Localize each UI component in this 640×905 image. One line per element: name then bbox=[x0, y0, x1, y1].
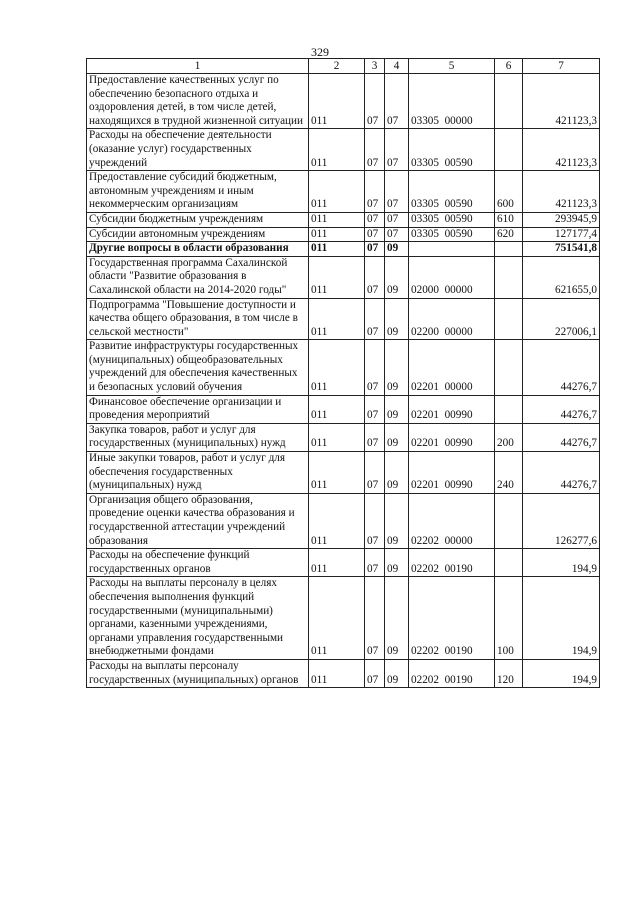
cell-sum: 421123,3 bbox=[523, 74, 600, 129]
cell-section: 07 bbox=[365, 298, 385, 340]
cell-sum: 44276,7 bbox=[523, 423, 600, 451]
cell-expense-type bbox=[495, 256, 523, 298]
cell-sum: 194,9 bbox=[523, 659, 600, 687]
cell-grbs: 011 bbox=[309, 395, 365, 423]
cell-expense-type: 610 bbox=[495, 212, 523, 227]
table-row bbox=[87, 340, 600, 395]
cell-section: 07 bbox=[365, 659, 385, 687]
cell-expense-type: 120 bbox=[495, 659, 523, 687]
cell-expense-type bbox=[495, 549, 523, 577]
cell-section: 07 bbox=[365, 452, 385, 494]
cell-expense-type bbox=[495, 129, 523, 171]
cell-name: Развитие инфраструктуры государственных (муниципальных) общеобразовательных учреждений для обеспечения качественных и безопасных условий обучения bbox=[87, 340, 309, 395]
cell-section: 07 bbox=[365, 549, 385, 577]
cell-target-article: 02202 00190 bbox=[409, 659, 495, 687]
cell-target-article: 03305 00590 bbox=[409, 129, 495, 171]
cell-target-article: 02202 00190 bbox=[409, 577, 495, 660]
table-row bbox=[87, 227, 600, 242]
table-row bbox=[87, 659, 600, 687]
cell-section: 07 bbox=[365, 74, 385, 129]
cell-subsection: 09 bbox=[385, 298, 409, 340]
table-row bbox=[87, 577, 600, 660]
cell-target-article: 02202 00190 bbox=[409, 549, 495, 577]
table-row bbox=[87, 298, 600, 340]
cell-subsection: 09 bbox=[385, 577, 409, 660]
cell-subsection: 09 bbox=[385, 340, 409, 395]
cell-target-article: 02201 00990 bbox=[409, 452, 495, 494]
cell-subsection: 07 bbox=[385, 129, 409, 171]
table-row bbox=[87, 452, 600, 494]
cell-expense-type bbox=[495, 74, 523, 129]
table-row bbox=[87, 549, 600, 577]
cell-grbs: 011 bbox=[309, 242, 365, 257]
cell-sum: 194,9 bbox=[523, 549, 600, 577]
cell-target-article: 03305 00000 bbox=[409, 74, 495, 129]
cell-subsection: 09 bbox=[385, 395, 409, 423]
cell-grbs: 011 bbox=[309, 212, 365, 227]
cell-sum: 44276,7 bbox=[523, 340, 600, 395]
cell-sum: 421123,3 bbox=[523, 171, 600, 213]
cell-target-article bbox=[409, 242, 495, 257]
cell-target-article: 03305 00590 bbox=[409, 212, 495, 227]
cell-grbs: 011 bbox=[309, 340, 365, 395]
cell-subsection: 09 bbox=[385, 493, 409, 548]
cell-subsection: 09 bbox=[385, 242, 409, 257]
cell-name: Подпрограмма "Повышение доступности и качества общего образования, в том числе в сельской местности" bbox=[87, 298, 309, 340]
cell-section: 07 bbox=[365, 212, 385, 227]
cell-expense-type bbox=[495, 493, 523, 548]
col-header-name: 1 bbox=[87, 59, 309, 74]
cell-sum: 293945,9 bbox=[523, 212, 600, 227]
cell-expense-type: 620 bbox=[495, 227, 523, 242]
cell-sum: 127177,4 bbox=[523, 227, 600, 242]
cell-grbs: 011 bbox=[309, 298, 365, 340]
cell-expense-type: 600 bbox=[495, 171, 523, 213]
cell-name: Субсидии бюджетным учреждениям bbox=[87, 212, 309, 227]
cell-section: 07 bbox=[365, 493, 385, 548]
cell-sum: 44276,7 bbox=[523, 395, 600, 423]
cell-sum: 194,9 bbox=[523, 577, 600, 660]
col-header-target-article: 5 bbox=[409, 59, 495, 74]
cell-sum: 621655,0 bbox=[523, 256, 600, 298]
cell-expense-type: 240 bbox=[495, 452, 523, 494]
cell-section: 07 bbox=[365, 256, 385, 298]
col-header-subsection: 4 bbox=[385, 59, 409, 74]
cell-name: Закупка товаров, работ и услуг для государственных (муниципальных) нужд bbox=[87, 423, 309, 451]
cell-expense-type: 100 bbox=[495, 577, 523, 660]
table-row bbox=[87, 129, 600, 171]
table-row bbox=[87, 171, 600, 213]
cell-sum: 227006,1 bbox=[523, 298, 600, 340]
col-header-sum: 7 bbox=[523, 59, 600, 74]
cell-name: Расходы на выплаты персоналу в целях обеспечения выполнения функций государственными (муниципальными) органами, казенными учреждениями, органами управления государственными внебюджетными фондами bbox=[87, 577, 309, 660]
table-row bbox=[87, 242, 600, 257]
cell-subsection: 09 bbox=[385, 423, 409, 451]
cell-target-article: 02201 00990 bbox=[409, 423, 495, 451]
cell-grbs: 011 bbox=[309, 452, 365, 494]
cell-subsection: 09 bbox=[385, 452, 409, 494]
cell-target-article: 02200 00000 bbox=[409, 298, 495, 340]
cell-name: Организация общего образования, проведение оценки качества образования и государственной аттестации учреждений образования bbox=[87, 493, 309, 548]
page-number: 329 bbox=[311, 45, 329, 59]
cell-section: 07 bbox=[365, 227, 385, 242]
cell-name: Государственная программа Сахалинской области "Развитие образования в Сахалинской области на 2014-2020 годы" bbox=[87, 256, 309, 298]
cell-name: Предоставление субсидий бюджетным, автономным учреждениям и иным некоммерческим организациям bbox=[87, 171, 309, 213]
cell-name: Предоставление качественных услуг по обеспечению безопасного отдыха и оздоровления детей, в том числе детей, находящихся в трудной жизненной ситуации bbox=[87, 74, 309, 129]
table-row bbox=[87, 256, 600, 298]
cell-sum: 421123,3 bbox=[523, 129, 600, 171]
cell-grbs: 011 bbox=[309, 256, 365, 298]
cell-section: 07 bbox=[365, 129, 385, 171]
cell-name: Финансовое обеспечение организации и проведения мероприятий bbox=[87, 395, 309, 423]
cell-subsection: 07 bbox=[385, 227, 409, 242]
table-row bbox=[87, 74, 600, 129]
cell-grbs: 011 bbox=[309, 227, 365, 242]
cell-target-article: 03305 00590 bbox=[409, 227, 495, 242]
table-row bbox=[87, 395, 600, 423]
cell-sum: 126277,6 bbox=[523, 493, 600, 548]
cell-subsection: 09 bbox=[385, 549, 409, 577]
cell-expense-type bbox=[495, 242, 523, 257]
table-row bbox=[87, 423, 600, 451]
col-header-expense-type: 6 bbox=[495, 59, 523, 74]
cell-grbs: 011 bbox=[309, 423, 365, 451]
cell-expense-type bbox=[495, 395, 523, 423]
cell-name: Расходы на обеспечение функций государственных органов bbox=[87, 549, 309, 577]
table-row bbox=[87, 212, 600, 227]
cell-section: 07 bbox=[365, 242, 385, 257]
cell-section: 07 bbox=[365, 577, 385, 660]
col-header-grbs: 2 bbox=[309, 59, 365, 74]
header-row bbox=[87, 59, 600, 74]
cell-grbs: 011 bbox=[309, 493, 365, 548]
cell-grbs: 011 bbox=[309, 171, 365, 213]
cell-sum: 751541,8 bbox=[523, 242, 600, 257]
cell-expense-type: 200 bbox=[495, 423, 523, 451]
cell-section: 07 bbox=[365, 171, 385, 213]
cell-grbs: 011 bbox=[309, 659, 365, 687]
cell-name: Расходы на обеспечение деятельности (оказание услуг) государственных учреждений bbox=[87, 129, 309, 171]
cell-subsection: 09 bbox=[385, 256, 409, 298]
cell-target-article: 02202 00000 bbox=[409, 493, 495, 548]
cell-name: Субсидии автономным учреждениям bbox=[87, 227, 309, 242]
cell-expense-type bbox=[495, 340, 523, 395]
cell-expense-type bbox=[495, 298, 523, 340]
cell-section: 07 bbox=[365, 340, 385, 395]
cell-grbs: 011 bbox=[309, 74, 365, 129]
cell-target-article: 02201 00000 bbox=[409, 340, 495, 395]
cell-target-article: 02201 00990 bbox=[409, 395, 495, 423]
cell-section: 07 bbox=[365, 395, 385, 423]
table-body bbox=[87, 74, 600, 688]
table-row bbox=[87, 493, 600, 548]
cell-section: 07 bbox=[365, 423, 385, 451]
col-header-section: 3 bbox=[365, 59, 385, 74]
cell-target-article: 02000 00000 bbox=[409, 256, 495, 298]
cell-sum: 44276,7 bbox=[523, 452, 600, 494]
cell-name: Иные закупки товаров, работ и услуг для обеспечения государственных (муниципальных) нужд bbox=[87, 452, 309, 494]
cell-subsection: 07 bbox=[385, 212, 409, 227]
budget-table bbox=[86, 58, 600, 688]
cell-subsection: 07 bbox=[385, 171, 409, 213]
cell-name: Расходы на выплаты персоналу государственных (муниципальных) органов bbox=[87, 659, 309, 687]
cell-grbs: 011 bbox=[309, 577, 365, 660]
cell-grbs: 011 bbox=[309, 129, 365, 171]
cell-name: Другие вопросы в области образования bbox=[87, 242, 309, 257]
cell-grbs: 011 bbox=[309, 549, 365, 577]
cell-subsection: 09 bbox=[385, 659, 409, 687]
cell-target-article: 03305 00590 bbox=[409, 171, 495, 213]
cell-subsection: 07 bbox=[385, 74, 409, 129]
